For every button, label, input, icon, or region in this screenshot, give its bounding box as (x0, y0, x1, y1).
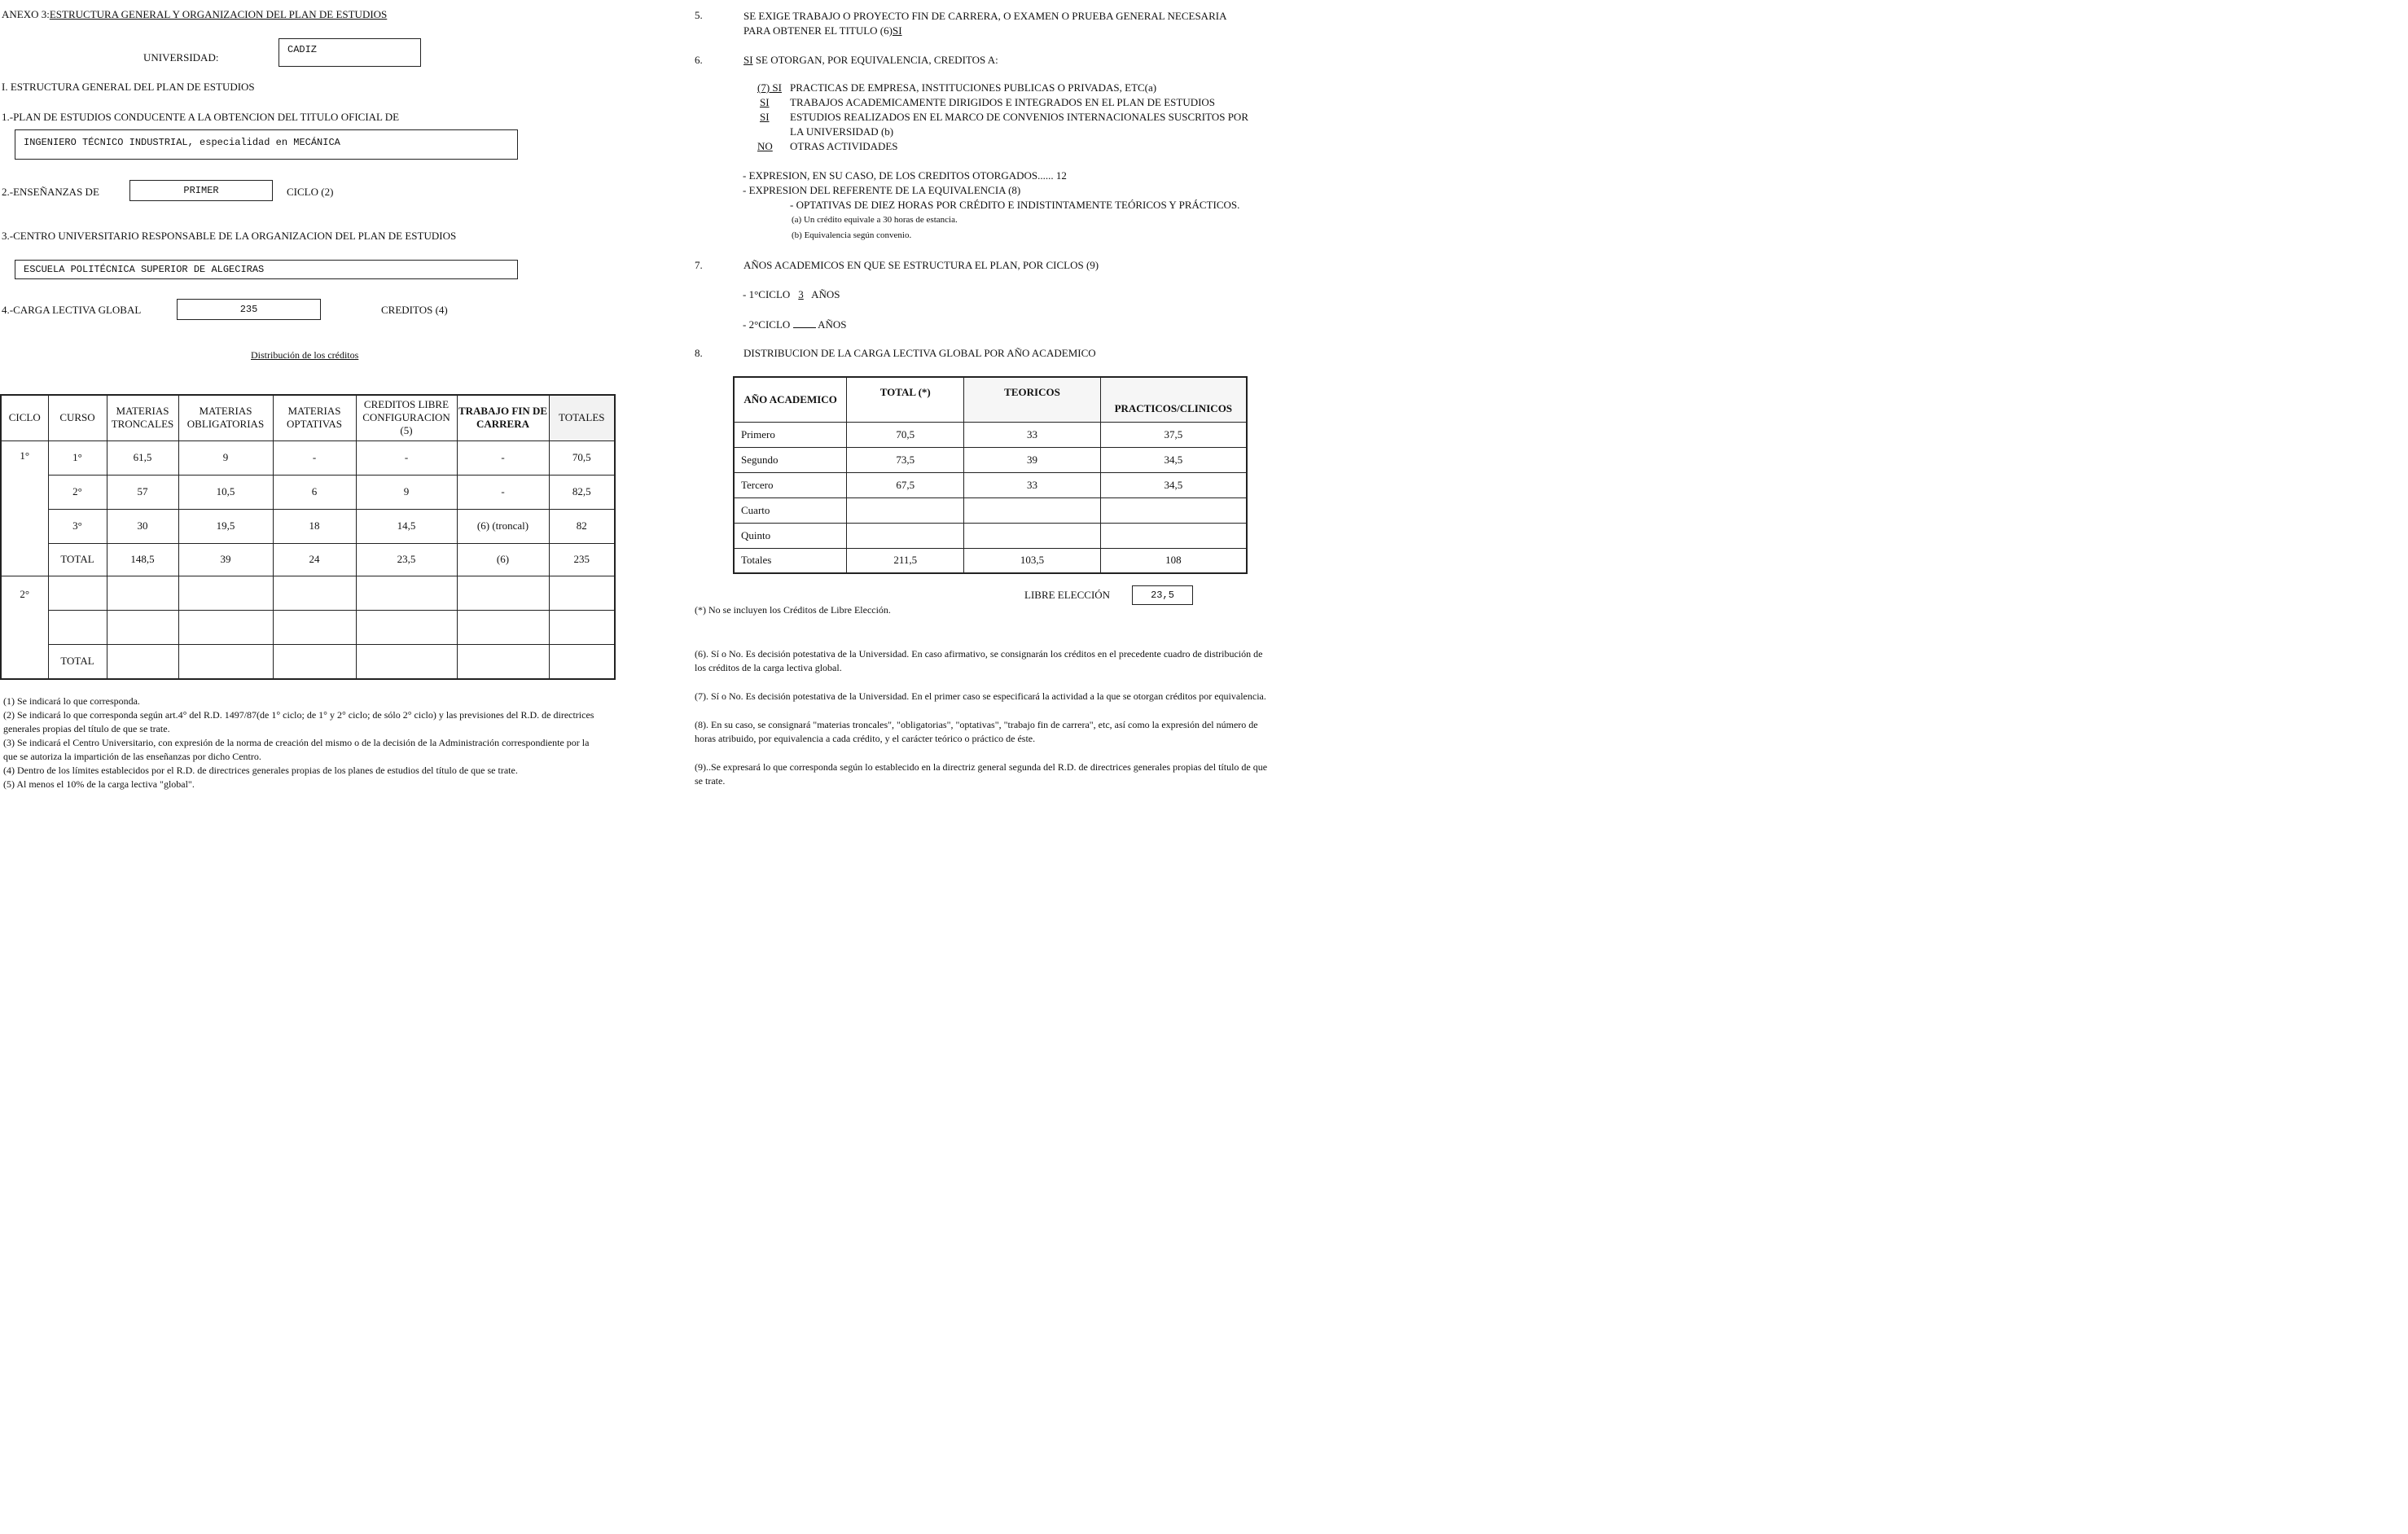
carga-header-row (734, 377, 1247, 422)
footnotes-left (3, 695, 598, 791)
item4-suffix: CREDITOS (4) (381, 304, 448, 316)
table-row (734, 472, 1247, 497)
anio-cell: Segundo (734, 447, 847, 472)
header-anio: AÑO ACADEMICO (734, 377, 847, 422)
header-totales: TOTALES (549, 395, 615, 440)
optativas-cell: 18 (273, 509, 356, 543)
practicos-cell (1100, 497, 1247, 523)
troncales-cell: 30 (107, 509, 178, 543)
footnote-4: (4) Dentro de los límites establecidos por el R.D. de directrices generales propias de los planes de estudios del título de que se trate. (3, 765, 518, 776)
anio-cell: Primero (734, 422, 847, 447)
distribution-table (0, 394, 616, 680)
table-row (734, 447, 1247, 472)
table-row-total (734, 548, 1247, 573)
note-b: (b) Equivalencia según convenio. (792, 230, 912, 240)
notes-right (695, 647, 1269, 788)
header-practicos: PRACTICOS/CLINICOS (1100, 377, 1247, 422)
list-item (757, 110, 1248, 125)
total-cell: 211,5 (847, 548, 964, 573)
star-note: (*) No se incluyen los Créditos de Libre Elección. (695, 604, 891, 616)
practicos-cell: 34,5 (1100, 447, 1247, 472)
optativas-cell: 24 (273, 543, 356, 576)
item5-value: SI (892, 24, 902, 37)
item7-text: AÑOS ACADEMICOS EN QUE SE ESTRUCTURA EL PLAN, POR CICLOS (9) (743, 259, 1099, 271)
total-cell (847, 497, 964, 523)
obligatorias-cell: 39 (178, 543, 273, 576)
totales-cell: 70,5 (549, 440, 615, 475)
anio-cell: Cuarto (734, 497, 847, 523)
list-item (757, 81, 1248, 95)
equiv-text: OTRAS ACTIVIDADES (790, 140, 898, 152)
table-row-total (1, 543, 615, 576)
note-8: (8). En su caso, se consignará "materias troncales", "obligatorias", "optativas", "trabajo fin de carrera", etc, así como la expresión del número de horas atribuido, por equivalencia a cada crédito, y el carácter teórico o práctico de éste. (695, 719, 1258, 744)
optativas-cell: - (273, 440, 356, 475)
table-row (734, 422, 1247, 447)
practicos-cell: 34,5 (1100, 472, 1247, 497)
ciclo2-years (743, 318, 846, 331)
table-row (1, 440, 615, 475)
item6-value: SI (743, 54, 753, 66)
item7-number: 7. (695, 259, 703, 271)
item2-field: PRIMER (129, 180, 273, 201)
trabajo-cell: - (457, 475, 549, 509)
troncales-cell: 148,5 (107, 543, 178, 576)
equiv-text: ESTUDIOS REALIZADOS EN EL MARCO DE CONVENIOS INTERNACIONALES SUSCRITOS POR (790, 111, 1248, 123)
annex-prefix: ANEXO 3: (2, 8, 50, 20)
trabajo-cell: (6) (457, 543, 549, 576)
anio-cell: Quinto (734, 523, 847, 548)
obligatorias-cell: 19,5 (178, 509, 273, 543)
equiv-text: LA UNIVERSIDAD (b) (790, 125, 894, 138)
teoricos-cell (964, 523, 1100, 548)
ciclo2-value (793, 318, 816, 328)
curso-cell: TOTAL (48, 644, 107, 679)
practicos-cell: 37,5 (1100, 422, 1247, 447)
libre-eleccion-field: 23,5 (1132, 585, 1193, 605)
ciclo1-value: 3 (798, 288, 804, 300)
item5-line2: PARA OBTENER EL TITULO (6) (743, 24, 893, 37)
obligatorias-cell: 10,5 (178, 475, 273, 509)
trabajo-cell: - (457, 440, 549, 475)
ciclo1-years (743, 288, 840, 301)
note-6: (6). Sí o No. Es decisión potestativa de la Universidad. En caso afirmativo, se consignarán los créditos en el precedente cuadro de distribución de los créditos de la carga lectiva global. (695, 648, 1263, 673)
equiv-mark: (7) SI (757, 81, 782, 94)
item5-text (743, 9, 1226, 38)
item6-text (743, 54, 998, 67)
header-total: TOTAL (*) (847, 377, 964, 422)
distribution-caption: Distribución de los créditos (251, 349, 359, 361)
list-item (757, 139, 1248, 154)
section1-title: I. ESTRUCTURA GENERAL DEL PLAN DE ESTUDIOS (2, 81, 255, 93)
troncales-cell: 57 (107, 475, 178, 509)
header-curso: CURSO (48, 395, 107, 440)
header-ciclo: CICLO (1, 395, 48, 440)
item3-field: ESCUELA POLITÉCNICA SUPERIOR DE ALGECIRAS (15, 260, 518, 279)
annex-title (2, 8, 387, 21)
list-item (757, 95, 1248, 110)
table-row (734, 497, 1247, 523)
troncales-cell: 61,5 (107, 440, 178, 475)
item1-field: INGENIERO TÉCNICO INDUSTRIAL, especialidad en MECÁNICA (15, 129, 518, 160)
university-label: UNIVERSIDAD: (143, 51, 219, 64)
teoricos-cell: 33 (964, 472, 1100, 497)
ciclo1-suffix: AÑOS (811, 288, 840, 300)
table-row (1, 576, 615, 610)
distribution-header-row (1, 395, 615, 440)
footnote-2: (2) Se indicará lo que corresponda según art.4° del R.D. 1497/87(de 1° ciclo; de 1° y 2° ciclo; de sólo 2° ciclo) y las previsiones del R.D. de directrices generales propias del título de que se trate. (3, 709, 594, 734)
equiv-mark: NO (757, 140, 773, 152)
item6-label: SE OTORGAN, POR EQUIVALENCIA, CREDITOS A: (755, 54, 998, 66)
totales-cell: 82 (549, 509, 615, 543)
item5-number: 5. (695, 9, 703, 21)
curso-cell: TOTAL (48, 543, 107, 576)
equiv-text: PRACTICAS DE EMPRESA, INSTITUCIONES PUBLICAS O PRIVADAS, ETC(a) (790, 81, 1157, 94)
ciclo-cell: 2° (1, 576, 48, 679)
equivalence-list (757, 81, 1248, 154)
optativas-cell: 6 (273, 475, 356, 509)
teoricos-cell: 39 (964, 447, 1100, 472)
curso-cell (48, 610, 107, 644)
table-row (1, 509, 615, 543)
optativas-equivalencia: - OPTATIVAS DE DIEZ HORAS POR CRÉDITO E INDISTINTAMENTE TEÓRICOS Y PRÁCTICOS. (790, 199, 1240, 211)
item5-line1: SE EXIGE TRABAJO O PROYECTO FIN DE CARRERA, O EXAMEN O PRUEBA GENERAL NECESARIA (743, 10, 1227, 22)
carga-table (733, 376, 1248, 574)
equiv-mark: SI (760, 96, 770, 108)
curso-cell: 2° (48, 475, 107, 509)
obligatorias-cell: 9 (178, 440, 273, 475)
ciclo-cell: 1° (1, 440, 48, 576)
header-teoricos: TEORICOS (964, 377, 1100, 422)
curso-cell: 1° (48, 440, 107, 475)
item1-label: 1.-PLAN DE ESTUDIOS CONDUCENTE A LA OBTENCION DEL TITULO OFICIAL DE (2, 111, 400, 123)
item4-field: 235 (177, 299, 321, 320)
equiv-mark: SI (760, 111, 770, 123)
creditos-otorgados: - EXPRESION, EN SU CASO, DE LOS CREDITOS OTORGADOS...... 12 (743, 169, 1067, 182)
practicos-cell: 108 (1100, 548, 1247, 573)
teoricos-cell: 103,5 (964, 548, 1100, 573)
note-9: (9)..Se expresará lo que corresponda según lo establecido en la directriz general segunda del R.D. de directrices generales propias del título de que se trate. (695, 761, 1268, 787)
item8-number: 8. (695, 347, 703, 359)
anio-cell: Tercero (734, 472, 847, 497)
university-field: CADIZ (279, 38, 421, 67)
list-item (757, 125, 1248, 139)
equiv-text: TRABAJOS ACADEMICAMENTE DIRIGIDOS E INTEGRADOS EN EL PLAN DE ESTUDIOS (790, 96, 1216, 108)
ciclo2-label: - 2°CICLO (743, 318, 791, 331)
total-cell: 67,5 (847, 472, 964, 497)
teoricos-cell: 33 (964, 422, 1100, 447)
table-row (1, 610, 615, 644)
item8-text: DISTRIBUCION DE LA CARGA LECTIVA GLOBAL POR AÑO ACADEMICO (743, 347, 1096, 359)
libre-cell: 23,5 (356, 543, 457, 576)
footnote-1: (1) Se indicará lo que corresponda. (3, 695, 140, 707)
header-libre-configuracion: CREDITOS LIBRE CONFIGURACION (5) (356, 395, 457, 440)
anio-cell: Totales (734, 548, 847, 573)
table-row (1, 475, 615, 509)
libre-cell: 9 (356, 475, 457, 509)
total-cell (847, 523, 964, 548)
header-obligatorias: MATERIAS OBLIGATORIAS (178, 395, 273, 440)
table-row (734, 523, 1247, 548)
item3-label: 3.-CENTRO UNIVERSITARIO RESPONSABLE DE LA ORGANIZACION DEL PLAN DE ESTUDIOS (2, 230, 457, 242)
item2-label: 2.-ENSEÑANZAS DE (2, 186, 99, 198)
table-row-total (1, 644, 615, 679)
item6-number: 6. (695, 54, 703, 66)
libre-cell: 14,5 (356, 509, 457, 543)
note-a: (a) Un crédito equivale a 30 horas de estancia. (792, 215, 958, 225)
libre-eleccion-label: LIBRE ELECCIÓN (1024, 589, 1111, 601)
ciclo2-suffix: AÑOS (818, 318, 847, 331)
total-cell: 70,5 (847, 422, 964, 447)
practicos-cell (1100, 523, 1247, 548)
footnote-5: (5) Al menos el 10% de la carga lectiva "global". (3, 778, 195, 790)
total-cell: 73,5 (847, 447, 964, 472)
totales-cell: 235 (549, 543, 615, 576)
teoricos-cell (964, 497, 1100, 523)
totales-cell: 82,5 (549, 475, 615, 509)
curso-cell (48, 576, 107, 610)
ciclo1-label: - 1°CICLO (743, 288, 791, 300)
referente-equivalencia: - EXPRESION DEL REFERENTE DE LA EQUIVALENCIA (8) (743, 184, 1021, 196)
note-7: (7). Sí o No. Es decisión potestativa de la Universidad. En el primer caso se especificará la actividad a la que se otorgan créditos por equivalencia. (695, 690, 1266, 702)
item4-label: 4.-CARGA LECTIVA GLOBAL (2, 304, 142, 316)
annex-title-text: ESTRUCTURA GENERAL Y ORGANIZACION DEL PLAN DE ESTUDIOS (49, 8, 388, 20)
libre-cell: - (356, 440, 457, 475)
curso-cell: 3° (48, 509, 107, 543)
header-trabajo-fin-carrera: TRABAJO FIN DE CARRERA (457, 395, 549, 440)
footnote-3: (3) Se indicará el Centro Universitario, con expresión de la norma de creación del mismo o de la decisión de la Administración correspondiente por la que se autoriza la impartición de las enseñanzas por dicho Centro. (3, 737, 590, 762)
header-troncales: MATERIAS TRONCALES (107, 395, 178, 440)
trabajo-cell: (6) (troncal) (457, 509, 549, 543)
item2-suffix: CICLO (2) (287, 186, 334, 198)
header-optativas: MATERIAS OPTATIVAS (273, 395, 356, 440)
